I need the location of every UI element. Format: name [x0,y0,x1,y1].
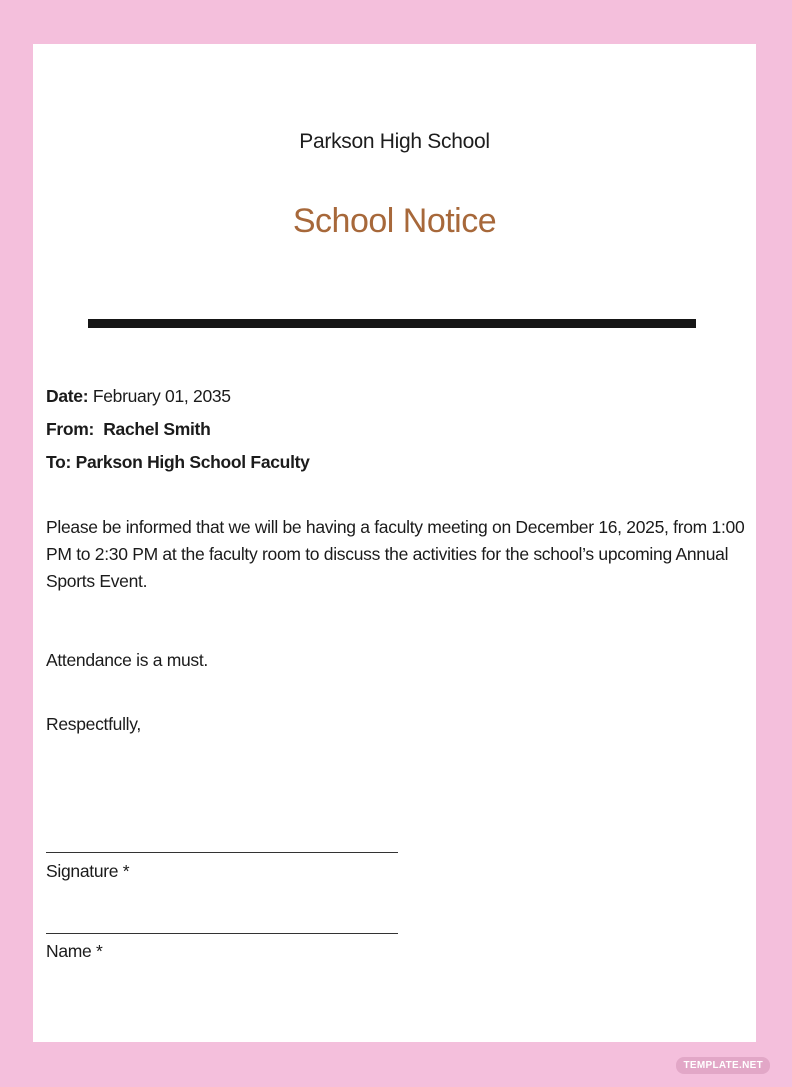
notice-title: School Notice [292,202,497,240]
closing-text: Respectfully, [46,714,141,734]
school-name: Parkson High School [299,130,490,153]
template-watermark: TEMPLATE.NET [676,1057,770,1074]
date-label: Date: [46,386,89,406]
from-value: Rachel Smith [103,419,211,439]
from-line [46,419,210,440]
notice-paragraph: Please be informed that we will be having a faculty meeting on December 16, 2025, from 1:00 PM to 2:30 PM at the faculty room to discuss the activities for the school’s upcoming Annual Sports Event. [46,517,745,591]
title-divider [88,319,696,328]
signature-label: Signature * [46,861,130,881]
name-line [46,933,398,934]
from-label: From: [46,419,95,439]
to-line: To: Parkson High School Faculty [46,452,310,472]
notice-sheet [33,44,756,1042]
date-line [46,386,231,407]
name-label: Name * [46,941,103,961]
attendance-text: Attendance is a must. [46,650,208,670]
date-value: February 01, 2035 [92,386,231,406]
signature-line [46,852,398,853]
